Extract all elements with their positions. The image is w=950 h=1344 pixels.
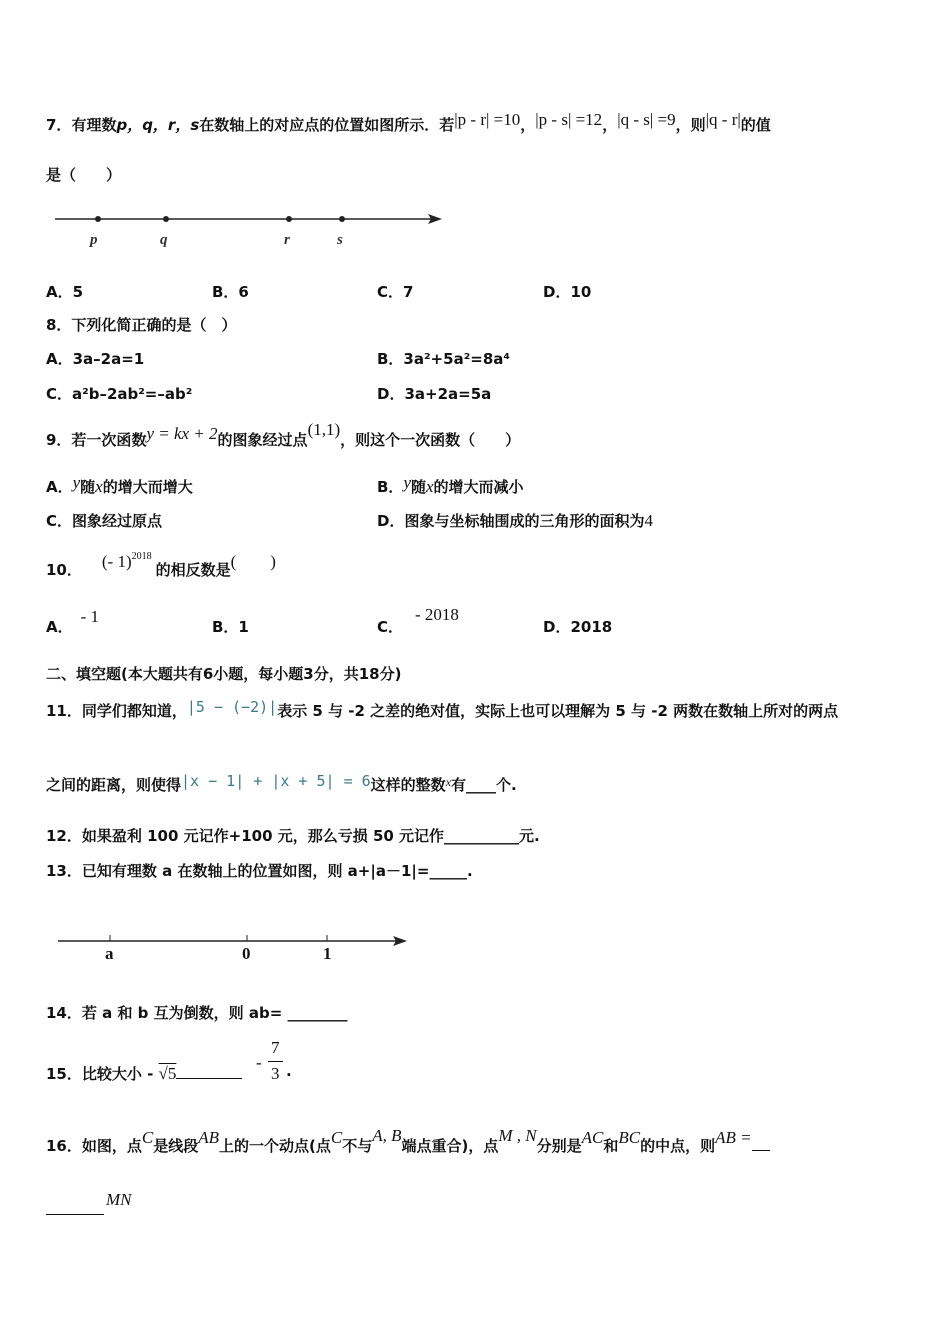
- q8-option-a[interactable]: A．3a–2a=1: [46, 350, 145, 368]
- q7-number: 7．: [46, 116, 72, 134]
- q8-option-d[interactable]: D．3a+2a=5a: [377, 385, 492, 403]
- q13-stem: 13．已知有理数 a 在数轴上的位置如图，则 a+|a－1|=_____.: [46, 862, 473, 880]
- q9-point: (1,1): [307, 420, 341, 439]
- q9-option-d[interactable]: D．图象与坐标轴围成的三角形的面积为4: [377, 511, 653, 530]
- q8-stem: 8．下列化简正确的是（ ）: [46, 316, 237, 334]
- q15-stem: 15．比较大小 - √5: [46, 1062, 242, 1084]
- q7-stem-line2: 是（ ）: [46, 166, 122, 184]
- q9-option-b[interactable]: B．y随x的增大而减小: [377, 473, 524, 496]
- q10-option-a[interactable]: A．- 1: [46, 607, 100, 636]
- fraction-bar: [268, 1061, 283, 1062]
- label-r: r: [284, 232, 290, 248]
- q12-stem: 12．如果盈利 100 元记作+100 元，那么亏损 50 元记作__________元.: [46, 827, 540, 845]
- q11-stem: 11．同学们都知道，|5 − (−2)|表示 5 与 -2 之差的绝对值，实际上也可以理解为 5 与 -2 两数在数轴上所对的两点: [46, 698, 839, 720]
- q16-answer-blank-2[interactable]: [46, 1198, 104, 1215]
- q7-option-d[interactable]: D．10: [543, 283, 592, 301]
- q9-function: y = kx + 2: [146, 424, 218, 443]
- q7-expr-q-s: |q - s| =9: [617, 110, 676, 129]
- point-p: [95, 216, 101, 222]
- q10-option-b[interactable]: B．1: [212, 618, 249, 636]
- q11-expression-2: |x − 1| + |x + 5| = 6: [181, 772, 371, 790]
- q15-fraction: - 7 3 .: [256, 1038, 292, 1083]
- point-q: [163, 216, 169, 222]
- q9-option-a[interactable]: A．y随x的增大而增大: [46, 473, 193, 496]
- q13-number-line: [55, 925, 415, 965]
- q8-option-c[interactable]: C．a²b–2ab²=–ab²: [46, 385, 193, 403]
- q7-expr-p-r: |p - r| =10: [454, 110, 521, 129]
- q10-expression: (- 1): [101, 552, 132, 571]
- section-2-title: 二、填空题(本大题共有6小题，每小题3分，共18分): [46, 665, 402, 683]
- label-1: 1: [323, 944, 332, 963]
- q10-option-c[interactable]: C．- 2018: [377, 605, 459, 636]
- q10-stem: 10． (- 1)$^{2018}$的相反数是( ): [46, 551, 276, 579]
- label-s: s: [337, 232, 343, 248]
- q7-number-line: [50, 205, 450, 250]
- q7-option-a[interactable]: A．5: [46, 283, 84, 301]
- q7-option-c[interactable]: C．7: [377, 283, 414, 301]
- q7-stem: 7．有理数p，q，r，s在数轴上的对应点的位置如图所示．若|p - r| =10，|p - s| =12，|q - s| =9，则|q - r|的值: [46, 110, 771, 134]
- q7-option-b[interactable]: B．6: [212, 283, 249, 301]
- q16-stem: 16．如图，点C是线段AB上的一个动点(点C不与A, B端点重合)，点M , N分别是AC和BC的中点，则AB =: [46, 1134, 770, 1156]
- q16-answer-blank-1[interactable]: [752, 1134, 770, 1151]
- label-p: p: [90, 232, 98, 248]
- q7-expr-p-s: |p - s| =12: [535, 110, 603, 129]
- label-q: q: [160, 232, 168, 248]
- label-0: 0: [242, 944, 251, 963]
- q15-answer-blank[interactable]: [176, 1062, 242, 1079]
- q8-option-b[interactable]: B．3a²+5a²=8a⁴: [377, 350, 510, 368]
- q15-sqrt5: √5: [158, 1064, 177, 1083]
- q14-stem: 14．若 a 和 b 互为倒数，则 ab= ________: [46, 1004, 348, 1022]
- point-s: [339, 216, 345, 222]
- q9-option-c[interactable]: C．图象经过原点: [46, 512, 163, 530]
- q11-stem-line2: 之间的距离，则使得|x − 1| + |x + 5| = 6这样的整数$^x$有____个.: [46, 772, 517, 794]
- q16-stem-line2: MN: [46, 1198, 132, 1220]
- q10-option-d[interactable]: D．2018: [543, 618, 613, 636]
- q9-stem: 9．若一次函数y = kx + 2的图象经过点(1,1)，则这个一次函数（ ）: [46, 420, 521, 449]
- label-a: a: [105, 944, 114, 963]
- point-r: [286, 216, 292, 222]
- q7-expr-q-r: |q - r|: [705, 110, 741, 129]
- q11-expression-1: |5 − (−2)|: [186, 698, 278, 716]
